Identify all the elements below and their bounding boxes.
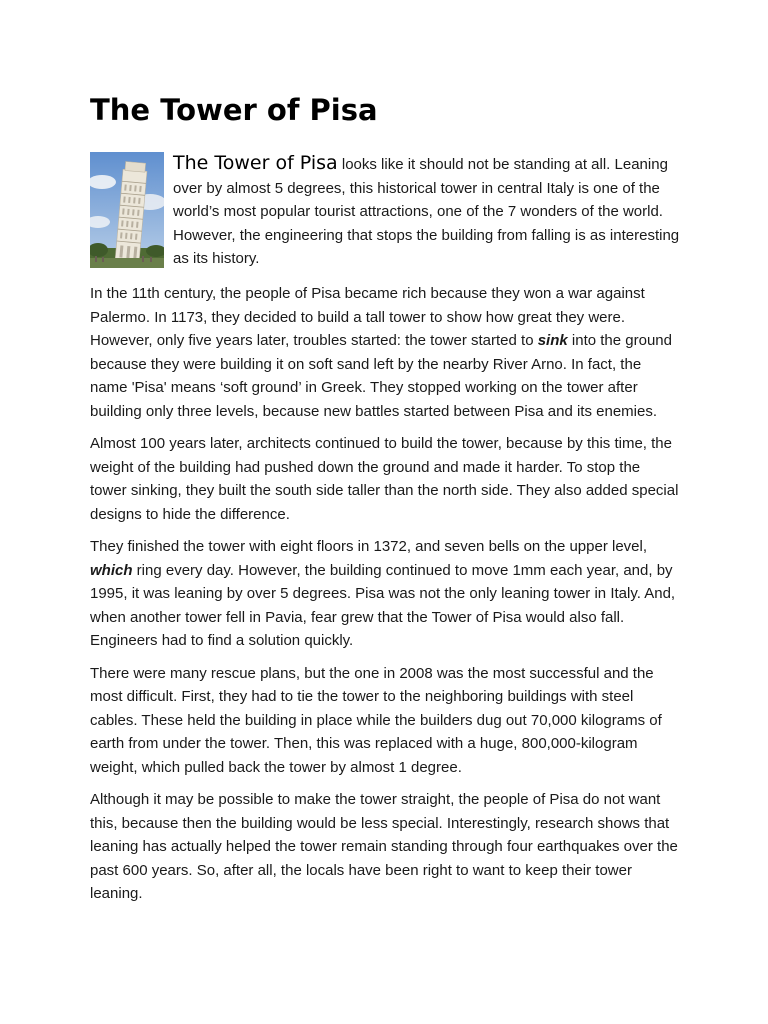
- paragraph-4: There were many rescue plans, but the one in 2008 was the most successful and the most difficult. First, they had to tie the tower to the neighboring buildings with steel cables. These held the building in place while the builders dug out 70,000 kilograms of earth from under the tower. Then, this was replaced with a huge, 800,000-kilogram weight, which pulled back the tower by almost 1 degree.: [90, 664, 662, 776]
- paragraph-3-before: They finished the tower with eight floors in 1372, and seven bells on the upper level,: [90, 538, 648, 555]
- intro-rest: looks like it should not be standing at all. Leaning over by almost 5 degrees, this historical tower in central Italy is one of the world’s most popular tourist attractions, one of the 7 wonders of the world. However, the engineering that stops the building from falling is as interesting as its history.: [173, 156, 680, 267]
- leaning-tower-photo: [90, 152, 164, 268]
- intro-lead: The Tower of Pisa: [173, 152, 338, 174]
- emphasis-sink: sink: [537, 332, 568, 349]
- paragraph-1-after: into the ground because they were building it on soft sand left by the nearby River Arno. In fact, the name 'Pisa' means ‘soft ground’ in Greek. They stopped working on the tower after building only three levels, because new battles started between Pisa and its enemies.: [90, 332, 672, 420]
- document-title: The Tower of Pisa: [90, 93, 378, 127]
- emphasis-which: which: [90, 561, 133, 579]
- paragraph-1-before: In the 11th century, the people of Pisa became rich because they won a war against Palermo. In 1173, they decided to build a tall tower to show how great they were. However, only five years later, troubles started: the tower started to: [90, 285, 645, 349]
- paragraph-5: Although it may be possible to make the tower straight, the people of Pisa do not want this, because then the building would be less special. Interestingly, research shows that leaning has actually helped the tower remain standing through four earthquakes over the past 600 years. So, after all, the locals have been right to want to keep their tower leaning.: [90, 791, 678, 902]
- document-page: [90, 88, 680, 915]
- paragraph-3-after: ring every day. However, the building continued to move 1mm each year, and, by 1995, it was leaning by over 5 degrees. Pisa was not the only leaning tower in Italy. And, when another tower fell in Pavia, fear grew that the Tower of Pisa would also fall. Engineers had to find a solution quickly.: [90, 561, 676, 649]
- paragraph-3: [90, 535, 680, 653]
- paragraph-1: [90, 282, 680, 423]
- intro-section: [90, 152, 680, 272]
- paragraph-2: Almost 100 years later, architects continued to build the tower, because by this time, the weight of the building had pushed down the ground and made it harder. To stop the tower sinking, they built the south side taller than the north side. They also added special designs to hide the difference.: [90, 435, 679, 523]
- intro-paragraph: [90, 152, 680, 271]
